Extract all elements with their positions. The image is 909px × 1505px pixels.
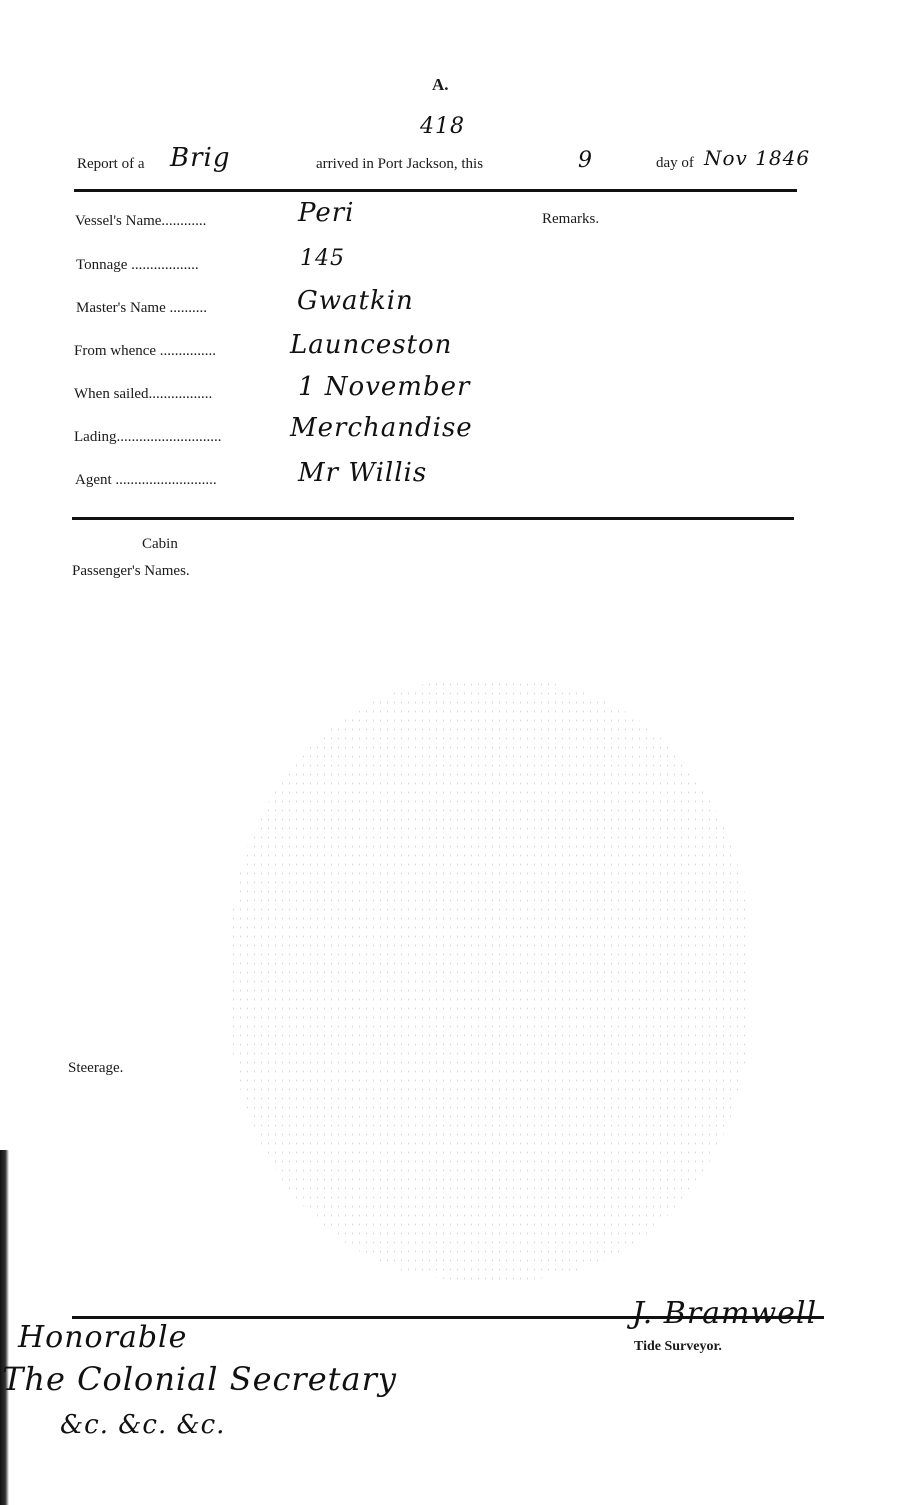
when-sailed-value: 1 November	[298, 372, 471, 402]
cabin-label: Cabin	[142, 536, 178, 552]
tonnage-value: 145	[300, 246, 345, 271]
report-of-label: Report of a	[77, 156, 145, 172]
arrival-day-value: 9	[578, 148, 593, 173]
arrival-month-year-value: Nov 1846	[704, 146, 811, 170]
vessel-name-value: Peri	[298, 198, 355, 228]
master-name-value: Gwatkin	[297, 286, 414, 316]
from-whence-label: From whence ...............	[74, 343, 217, 359]
remarks-label: Remarks.	[542, 211, 600, 227]
steerage-label: Steerage.	[68, 1060, 124, 1076]
form-number: 418	[420, 114, 465, 139]
agent-label: Agent ...........................	[75, 472, 217, 488]
lading-label: Lading............................	[74, 429, 222, 445]
passenger-names-label: Passenger's Names.	[72, 563, 190, 579]
tonnage-label: Tonnage ..................	[76, 257, 199, 273]
section-letter: A.	[432, 75, 449, 94]
header-rule	[74, 189, 797, 192]
arrived-label: arrived in Port Jackson, this	[316, 156, 484, 172]
page-edge-shadow	[0, 1150, 9, 1505]
when-sailed-label: When sailed.................	[74, 386, 213, 402]
vessel-type-value: Brig	[170, 143, 231, 173]
lading-value: Merchandise	[290, 413, 473, 443]
addressee-line-2: The Colonial Secretary	[2, 1360, 397, 1398]
surveyor-signature: J. Bramwell	[632, 1296, 818, 1331]
tide-surveyor-label: Tide Surveyor.	[634, 1339, 722, 1354]
day-of-label: day of	[656, 155, 694, 171]
from-whence-value: Launceston	[290, 330, 453, 360]
fields-rule	[72, 517, 794, 520]
agent-value: Mr Willis	[298, 458, 428, 488]
vessel-name-label: Vessel's Name............	[75, 213, 207, 229]
addressee-line-3: &c. &c. &c.	[60, 1410, 226, 1440]
bleed-through-speckle	[230, 680, 750, 1280]
addressee-line-1: Honorable	[18, 1320, 188, 1355]
master-name-label: Master's Name ..........	[76, 300, 208, 316]
